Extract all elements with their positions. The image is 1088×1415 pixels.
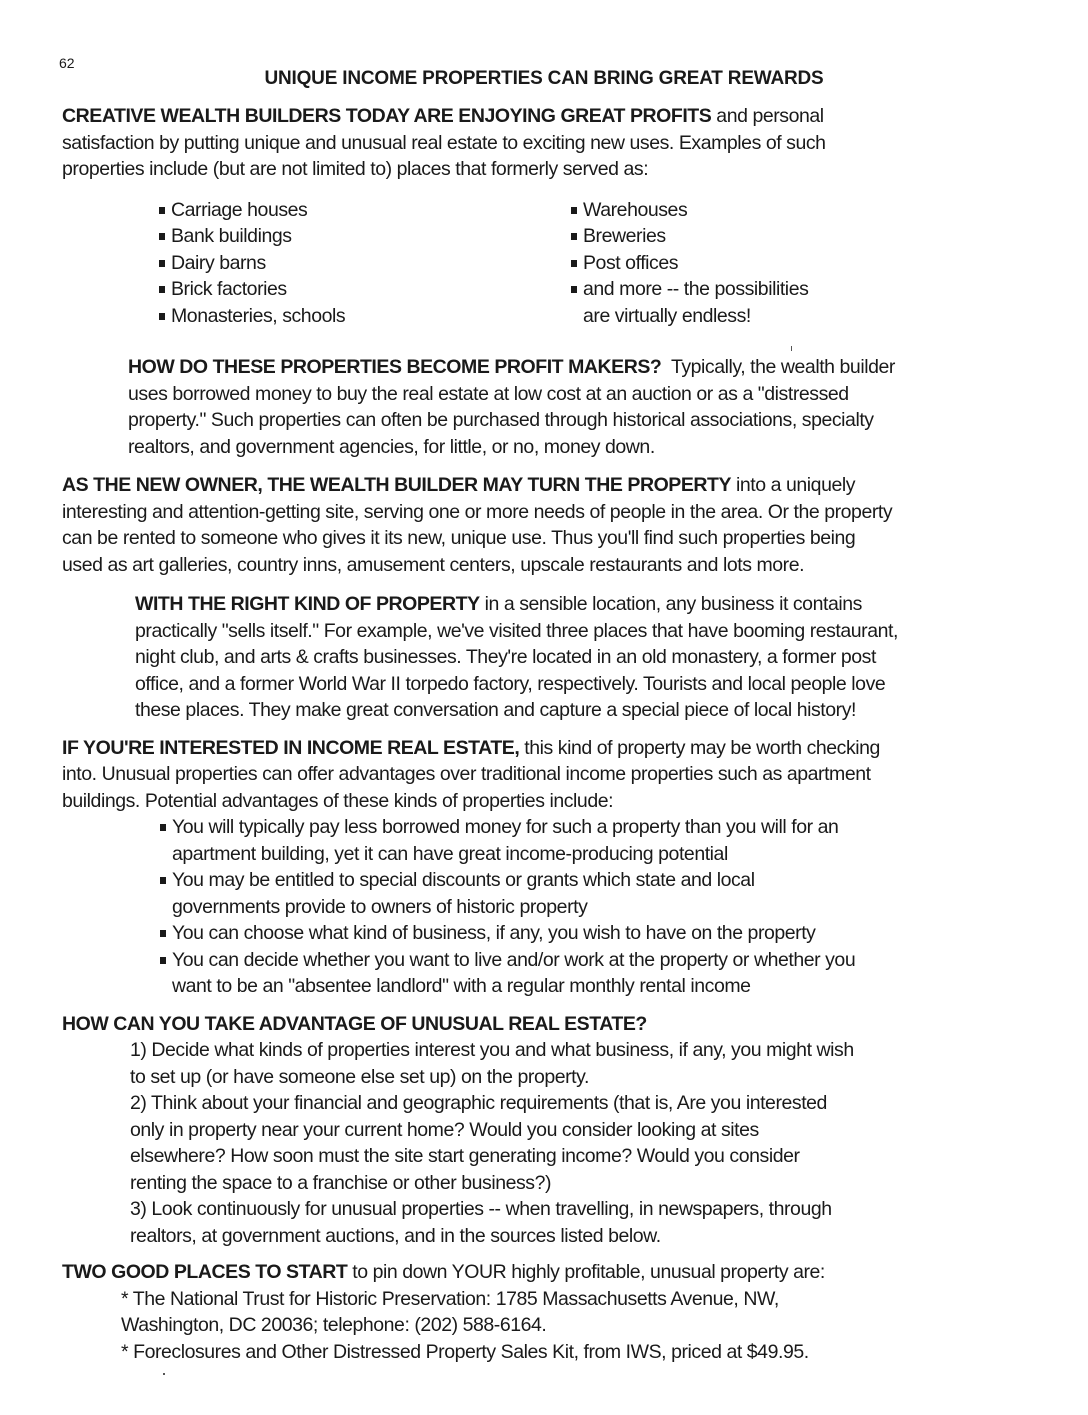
how-to-line: 1) Decide what kinds of properties interest you and what business, if any, you might wish [130,1039,854,1061]
how-to-steps [130,1037,1088,1249]
intro-line: satisfaction by putting unique and unusual real estate to exciting new uses. Examples of such [62,131,826,154]
how-to-line: renting the space to a franchise or other business?) [130,1171,552,1194]
how-to-line: 2) Think about your financial and geographic requirements (that is, Are you interested [130,1092,827,1114]
how-to-line: realtors, at government auctions, and in the sources listed below. [130,1224,661,1247]
intro-line: CREATIVE WEALTH BUILDERS TODAY ARE ENJOYING GREAT PROFITS and personal [62,105,824,127]
advantages-list [159,814,1088,1000]
right-kind-paragraph: WITH THE RIGHT KIND OF PROPERTY in a sensible location, any business it contains practically "sells itself." For example, we've visited three places that have booming restaurant, night club, and arts & crafts businesses. They're located in an old monastery, a former post office, and a former World War II torpedo factory, respectively. Tourists and local people love these places. They make great conversation and capture a special piece of local history! [135,593,898,721]
interested-paragraph: IF YOU'RE INTERESTED IN INCOME REAL ESTATE, this kind of property may be worth checking into. Unusual properties can offer advantages over traditional income properties such as apartment buildings. Potential advantages of these kinds of properties include: [62,736,880,812]
place-line: Washington, DC 20036; telephone: (202) 588-6164. [121,1314,547,1336]
profit-makers-paragraph: HOW DO THESE PROPERTIES BECOME PROFIT MAKERS? Typically, the wealth builder uses borrowed money to buy the real estate at low cost at an auction or as a "distressed property." Such properties can often be purchased through historical associations, specialty realtors, and government agencies, for little, or no, money down. [128,356,895,458]
intro-paragraph [62,103,1088,183]
profit-makers-lead: HOW DO THESE PROPERTIES BECOME PROFIT MAKERS? [128,356,662,378]
places-lead: TWO GOOD PLACES TO START [62,1261,348,1283]
example-item: Monasteries, schools [158,303,570,330]
places-list [121,1286,1088,1366]
right-kind-lead: WITH THE RIGHT KIND OF PROPERTY [135,593,480,615]
place-line: * Foreclosures and Other Distressed Property Sales Kit, from IWS, priced at $49.95. [121,1340,809,1363]
page-number: 62 [59,55,75,71]
place-line: * The National Trust for Historic Preservation: 1785 Massachusetts Avenue, NW, [121,1287,779,1310]
example-item: Warehouses [570,197,808,224]
example-item-continuation: are virtually endless! [583,304,751,327]
advantage-item: You can decide whether you want to live and/or work at the property or whether you want to be an "absentee landlord" with a regular monthly rental income [159,947,1088,1000]
example-item: Breweries [570,223,808,250]
interested-lead: IF YOU'RE INTERESTED IN INCOME REAL ESTATE, [62,736,520,759]
example-item: Carriage houses [158,197,570,224]
example-item: Post offices [570,250,808,277]
example-item: Dairy barns [158,250,570,277]
advantage-item: You will typically pay less borrowed money for such a property than you will for an apartment building, yet it can have great income-producing potential [159,814,1088,867]
intro-line: properties include (but are not limited to) places that formerly served as: [62,158,649,180]
how-to-line: elsewhere? How soon must the site start generating income? Would you consider [130,1145,800,1167]
examples-right-list [570,197,808,330]
examples-left-list [158,197,570,330]
intro-lead: CREATIVE WEALTH BUILDERS TODAY ARE ENJOYING GREAT PROFITS [62,105,712,127]
places-paragraph: TWO GOOD PLACES TO START to pin down YOUR highly profitable, unusual property are: [62,1261,825,1283]
advantage-item: You may be entitled to special discounts or grants which state and local governments provide to owners of historic property [159,867,1088,920]
how-to-line: to set up (or have someone else set up) on the property. [130,1065,589,1088]
scan-speck [163,1373,165,1375]
how-to-line: only in property near your current home? Would you consider looking at sites [130,1118,759,1141]
new-owner-lead: AS THE NEW OWNER, THE WEALTH BUILDER MAY TURN THE PROPERTY [62,474,732,496]
page-title: UNIQUE INCOME PROPERTIES CAN BRING GREAT REWARDS [264,68,824,89]
example-item: Brick factories [158,276,570,303]
example-item: and more -- the possibilities [570,276,808,303]
new-owner-paragraph: AS THE NEW OWNER, THE WEALTH BUILDER MAY TURN THE PROPERTY into a uniquely interesting and attention-getting site, serving one or more needs of people in the area. Or the property can be rented to someone who gives it its new, unique use. Thus you'll find such properties being used as art galleries, country inns, amusement centers, upscale restaurants and lots more. [62,474,893,576]
examples-lists [158,197,1088,330]
advantage-item: You can choose what kind of business, if any, you wish to have on the property [159,920,1088,947]
example-item: Bank buildings [158,223,570,250]
how-to-line: 3) Look continuously for unusual properties -- when travelling, in newspapers, through [130,1198,832,1220]
how-to-heading: HOW CAN YOU TAKE ADVANTAGE OF UNUSUAL REAL ESTATE? [62,1012,647,1035]
scan-mark [791,346,792,351]
